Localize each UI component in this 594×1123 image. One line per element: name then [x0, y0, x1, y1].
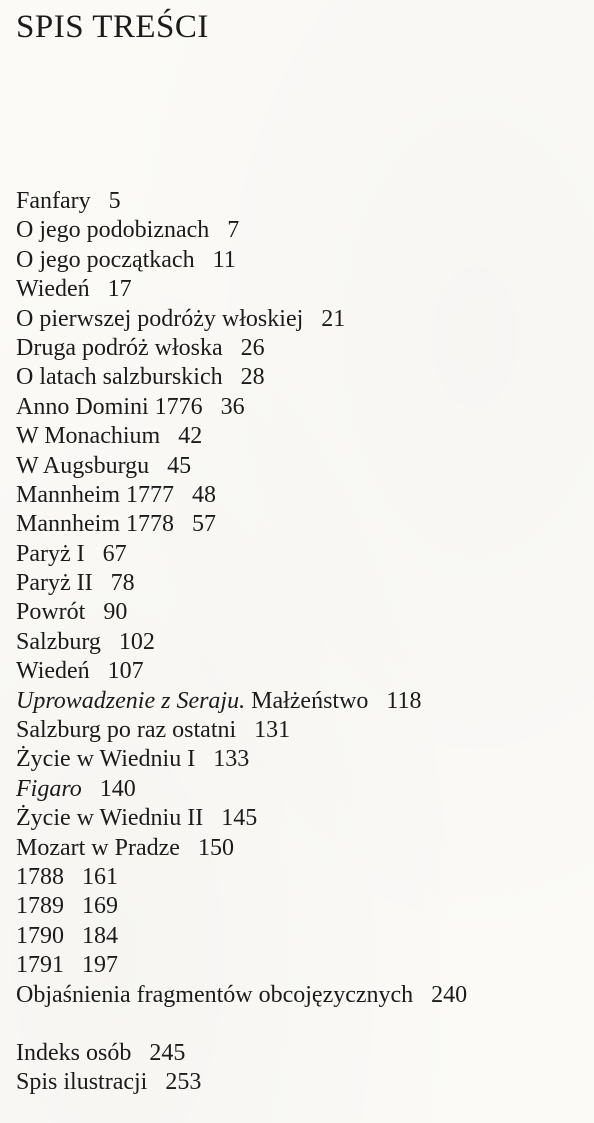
- toc-entry: [16, 687, 467, 716]
- toc-entry-title: Objaśnienia fragmentów obcojęzycznych: [16, 981, 414, 1008]
- toc-entry-page-number: 169: [82, 893, 118, 920]
- toc-entry-page-number: 253: [165, 1069, 202, 1096]
- toc-entry-page-number: 42: [178, 423, 203, 450]
- toc-entry-title: Anno Domini 1776: [16, 393, 203, 420]
- toc-entry-page-number: 145: [221, 805, 258, 832]
- toc-entry-page-number: 150: [197, 834, 234, 861]
- toc-entry-title: 1791: [16, 952, 64, 979]
- toc-entry: [16, 657, 467, 686]
- toc-entry-title: Paryż I: [16, 540, 85, 567]
- toc-entry-title: 1790: [16, 922, 64, 949]
- toc-entry: [16, 745, 467, 774]
- toc-entry-title: 1789: [16, 893, 64, 920]
- toc-entry-title: Wiedeń: [16, 658, 90, 685]
- toc-entry-page-number: 57: [191, 511, 216, 538]
- toc-entry: [16, 716, 467, 745]
- toc-entry-title: Wiedeń: [16, 276, 90, 303]
- toc-entry: [16, 363, 467, 392]
- toc-entry-page-number: 197: [82, 952, 118, 979]
- toc-entry-page-number: 102: [118, 628, 155, 655]
- toc-entry: [16, 334, 467, 363]
- toc-entry: [16, 981, 467, 1010]
- toc-entry-page-number: 118: [386, 687, 422, 714]
- toc-entry-title: Uprowadzenie z Seraju.: [16, 687, 246, 714]
- toc-entry-title: Fanfary: [16, 188, 91, 214]
- toc-entry: [16, 452, 467, 481]
- toc-entry: [16, 393, 467, 422]
- toc-entry: [16, 187, 467, 216]
- toc-entry: [16, 540, 467, 569]
- toc-entry-page-number: 161: [82, 863, 118, 890]
- toc-entry-page-number: 7: [227, 217, 240, 244]
- page-title: SPIS TREŚCI: [16, 9, 209, 45]
- toc-entry-title: Mannheim 1777: [16, 481, 174, 508]
- toc-entry-page-number: 21: [321, 305, 346, 332]
- toc-entry-title: W Monachium: [16, 423, 161, 450]
- toc-entry-page-number: 67: [102, 540, 127, 567]
- toc-entry-title: Spis ilustracji: [16, 1069, 148, 1096]
- toc-entry: [16, 598, 467, 627]
- toc-entry-title: Mozart w Pradze: [16, 834, 180, 861]
- toc-entry-page-number: 107: [107, 658, 144, 685]
- toc-entry-page-number: 17: [107, 276, 132, 303]
- toc-entry-page-number: 131: [254, 717, 291, 744]
- toc-entry: [16, 775, 467, 804]
- toc-entry-page-number: 133: [213, 746, 250, 773]
- toc-entry: [16, 481, 467, 510]
- toc-entry: [16, 892, 467, 921]
- toc-entry: [16, 569, 467, 598]
- toc-entry-page-number: 28: [240, 364, 265, 391]
- toc-entry: [16, 422, 467, 451]
- toc-entry-title: O latach salzburskich: [16, 364, 223, 391]
- toc-entry: [16, 246, 467, 275]
- toc-entry-page-number: 240: [431, 981, 468, 1008]
- toc-entry-title: O jego podobiznach: [16, 217, 210, 244]
- toc-entry-page-number: 11: [212, 246, 236, 273]
- toc-entry-page-number: 90: [103, 599, 128, 626]
- toc-entry: [16, 275, 467, 304]
- toc-entry-title: Życie w Wiedniu II: [16, 805, 204, 832]
- toc-entry: [16, 216, 467, 245]
- toc-entry-title: Figaro: [16, 775, 82, 802]
- toc-entry-page-number: 45: [167, 452, 192, 479]
- toc-entry-title: Salzburg: [16, 628, 101, 655]
- toc-entry-title: Życie w Wiedniu I: [16, 746, 196, 773]
- toc-entry: [16, 951, 467, 980]
- toc-entry-title: Mannheim 1778: [16, 511, 174, 538]
- toc-entry: [16, 863, 467, 892]
- toc-entry-title: O pierwszej podróży włoskiej: [16, 305, 304, 332]
- toc-entry-title: Powrót: [16, 599, 86, 626]
- toc-entry: [16, 922, 467, 951]
- toc-entry: [16, 1039, 467, 1068]
- toc-entry: [16, 305, 467, 334]
- toc-entry-title: Salzburg po raz ostatni: [16, 717, 237, 744]
- toc-entry-page-number: 184: [82, 922, 118, 949]
- toc-entry: [16, 834, 467, 863]
- toc-entry-title: O jego początkach: [16, 246, 195, 273]
- toc-entry-title: Paryż II: [16, 570, 93, 597]
- toc-entry-title: W Augsburgu: [16, 452, 150, 479]
- toc-entry: [16, 1068, 467, 1097]
- toc-entry-page-number: 140: [99, 775, 136, 802]
- toc-entry: [16, 804, 467, 833]
- toc-entry-page-number: 36: [220, 393, 245, 420]
- toc-entry: [16, 510, 467, 539]
- toc-entry-title-rest: Małżeństwo: [245, 687, 369, 714]
- toc-entry-page-number: 26: [240, 334, 265, 361]
- toc-entry-page-number: 78: [110, 570, 135, 597]
- toc-entry-page-number: 48: [191, 481, 216, 508]
- toc-entry-title: 1788: [16, 863, 64, 890]
- toc-entry-title: Druga podróż włoska: [16, 334, 223, 361]
- toc-entry-title: Indeks osób: [16, 1039, 132, 1066]
- table-of-contents: [16, 187, 467, 1098]
- toc-entry-page-number: 245: [149, 1039, 186, 1066]
- toc-entry-page-number: 5: [108, 188, 121, 214]
- toc-entry: [16, 628, 467, 657]
